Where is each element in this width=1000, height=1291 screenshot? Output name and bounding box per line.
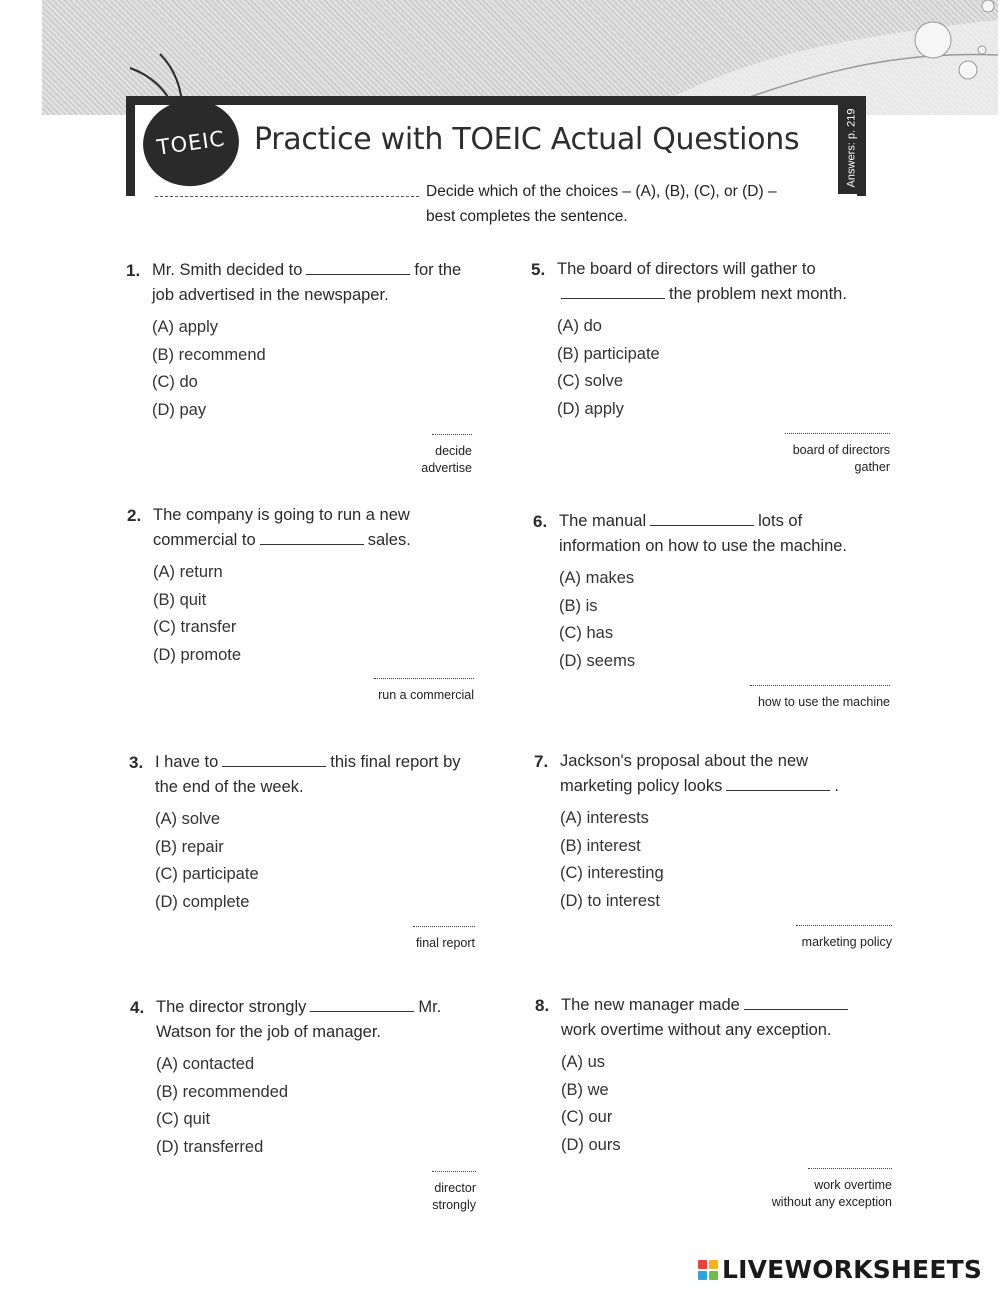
option-d[interactable]: (D) promote	[153, 645, 242, 664]
vocab-note-5	[740, 425, 890, 476]
answer-blank[interactable]	[561, 285, 665, 299]
vocab-term: run a commercial	[378, 688, 474, 702]
question-text	[130, 995, 475, 1045]
answer-blank[interactable]	[650, 512, 754, 526]
question-number: 6.	[533, 512, 548, 531]
question-5	[531, 257, 876, 423]
question-text	[535, 993, 880, 1043]
option-a[interactable]: (A) us	[561, 1053, 606, 1071]
dashed-divider	[155, 196, 419, 197]
liveworksheets-logo[interactable]	[698, 1255, 982, 1284]
question-stem-start: The new manager made	[561, 996, 740, 1014]
answer-blank[interactable]	[260, 531, 364, 545]
question-1	[126, 258, 471, 424]
dotted-rule	[750, 685, 890, 689]
answer-blank[interactable]	[726, 777, 830, 791]
option-c[interactable]: (C) solve	[557, 372, 624, 390]
answer-options	[534, 805, 879, 915]
vocab-note-3	[355, 918, 475, 952]
answer-options	[129, 806, 474, 916]
dotted-rule	[413, 926, 475, 930]
vocab-term: how to use the machine	[757, 695, 890, 709]
answer-options	[130, 1051, 475, 1161]
option-a[interactable]: (A) do	[557, 317, 602, 335]
option-b[interactable]: (B) recommend	[152, 345, 266, 364]
question-stem-end: for the job advertised in the newspaper.	[152, 261, 462, 304]
question-stem-end: Mr. Watson for the job of manager.	[156, 998, 442, 1041]
option-a[interactable]: (A) return	[153, 563, 223, 581]
dotted-rule	[785, 433, 890, 437]
answer-options	[126, 314, 471, 424]
vocab-term: work overtime	[814, 1178, 892, 1192]
page-title: Practice with TOEIC Actual Questions	[254, 122, 800, 157]
question-number: 1.	[126, 261, 141, 280]
answer-options	[535, 1049, 880, 1159]
option-b[interactable]: (B) interest	[560, 836, 641, 855]
vocab-note-7	[772, 917, 892, 951]
question-4	[130, 995, 475, 1161]
question-3	[129, 750, 474, 916]
question-text	[129, 750, 474, 800]
answer-blank[interactable]	[310, 998, 414, 1012]
question-6	[533, 509, 863, 675]
vocab-term: director	[434, 1181, 476, 1195]
vocab-note-8	[742, 1160, 892, 1211]
option-a[interactable]: (A) solve	[155, 810, 221, 828]
question-number: 5.	[531, 260, 546, 279]
answer-blank[interactable]	[306, 261, 410, 275]
question-2	[127, 503, 457, 669]
answer-blank[interactable]	[744, 996, 848, 1010]
dotted-rule	[432, 1171, 476, 1175]
option-c[interactable]: (C) has	[559, 624, 614, 642]
option-b[interactable]: (B) we	[561, 1080, 609, 1099]
question-8	[535, 993, 880, 1159]
option-c[interactable]: (C) do	[152, 373, 198, 391]
instruction-line-2: best completes the sentence.	[426, 208, 628, 225]
answer-options	[127, 559, 457, 669]
option-c[interactable]: (C) participate	[155, 865, 259, 883]
option-b[interactable]: (B) repair	[155, 837, 224, 856]
vocab-term: advertise	[421, 461, 472, 475]
option-c[interactable]: (C) our	[561, 1108, 613, 1126]
vocab-term: final report	[415, 936, 475, 950]
option-d[interactable]: (D) seems	[559, 651, 636, 670]
question-number: 2.	[127, 506, 142, 525]
logo-mark-icon	[698, 1260, 718, 1280]
answers-reference-text: Answers: p. 219	[845, 108, 857, 188]
answer-options	[531, 313, 876, 423]
dotted-rule	[796, 925, 892, 929]
vocab-term: board of directors	[792, 443, 890, 457]
answers-reference-tab	[838, 102, 864, 194]
question-number: 8.	[535, 996, 550, 1015]
question-stem-start: Mr. Smith decided to	[152, 261, 303, 279]
instruction-line-1: Decide which of the choices – (A), (B), (C), or (D) –	[426, 183, 777, 200]
dotted-rule	[432, 434, 472, 438]
question-text	[534, 749, 879, 799]
option-b[interactable]: (B) quit	[153, 590, 207, 609]
vocab-note-4	[376, 1163, 476, 1214]
option-d[interactable]: (D) apply	[557, 399, 624, 418]
question-stem-start: The manual	[559, 512, 647, 530]
question-number: 3.	[129, 753, 144, 772]
vocab-note-1	[352, 426, 472, 477]
option-d[interactable]: (D) transferred	[156, 1137, 264, 1156]
vocab-note-2	[322, 670, 474, 704]
vocab-term: gather	[854, 460, 890, 474]
option-a[interactable]: (A) apply	[152, 318, 219, 336]
question-stem-start: I have to	[155, 753, 219, 771]
dotted-rule	[808, 1168, 892, 1172]
question-number: 7.	[534, 752, 549, 771]
question-stem-start: The board of directors will gather to	[557, 260, 816, 278]
option-c[interactable]: (C) quit	[156, 1110, 211, 1128]
question-stem-start: The director strongly	[156, 998, 307, 1016]
option-c[interactable]: (C) interesting	[560, 864, 664, 882]
question-text	[531, 257, 876, 307]
vocab-term: strongly	[432, 1198, 476, 1212]
option-d[interactable]: (D) to interest	[560, 891, 660, 910]
vocab-term: decide	[435, 444, 472, 458]
question-7	[534, 749, 879, 915]
option-d[interactable]: (D) ours	[561, 1135, 621, 1154]
option-b[interactable]: (B) participate	[557, 344, 660, 363]
option-b[interactable]: (B) recommended	[156, 1082, 289, 1101]
option-c[interactable]: (C) transfer	[153, 618, 237, 636]
instructions	[426, 179, 826, 229]
dotted-rule	[374, 678, 474, 682]
question-text	[126, 258, 471, 308]
question-stem-end: .	[834, 777, 839, 795]
question-stem-start: The company is going to run a new commercial to	[153, 506, 410, 549]
question-stem-end: this final report by the end of the week.	[155, 753, 461, 796]
option-d[interactable]: (D) complete	[155, 892, 250, 911]
question-stem-end: lots of information on how to use the machine.	[559, 512, 848, 555]
question-stem-end: the problem next month.	[669, 285, 847, 303]
logo-text: LIVEWORKSHEETS	[722, 1255, 983, 1284]
vocab-note-6	[730, 677, 890, 711]
option-a[interactable]: (A) makes	[559, 569, 635, 587]
toeic-badge-label: TOEIC	[155, 126, 227, 160]
question-stem-end: sales.	[367, 531, 411, 549]
option-d[interactable]: (D) pay	[152, 400, 207, 419]
question-text	[127, 503, 457, 553]
answer-blank[interactable]	[222, 753, 326, 767]
question-stem-start: Jackson's proposal about the new marketing policy looks	[560, 752, 809, 795]
option-a[interactable]: (A) interests	[560, 809, 649, 827]
question-stem-end: work overtime without any exception.	[561, 1021, 832, 1039]
answer-options	[533, 565, 863, 675]
question-text	[533, 509, 863, 559]
option-b[interactable]: (B) is	[559, 596, 598, 615]
vocab-term: marketing policy	[801, 935, 892, 949]
option-a[interactable]: (A) contacted	[156, 1055, 255, 1073]
vocab-term: without any exception	[771, 1195, 892, 1209]
question-number: 4.	[130, 998, 145, 1017]
